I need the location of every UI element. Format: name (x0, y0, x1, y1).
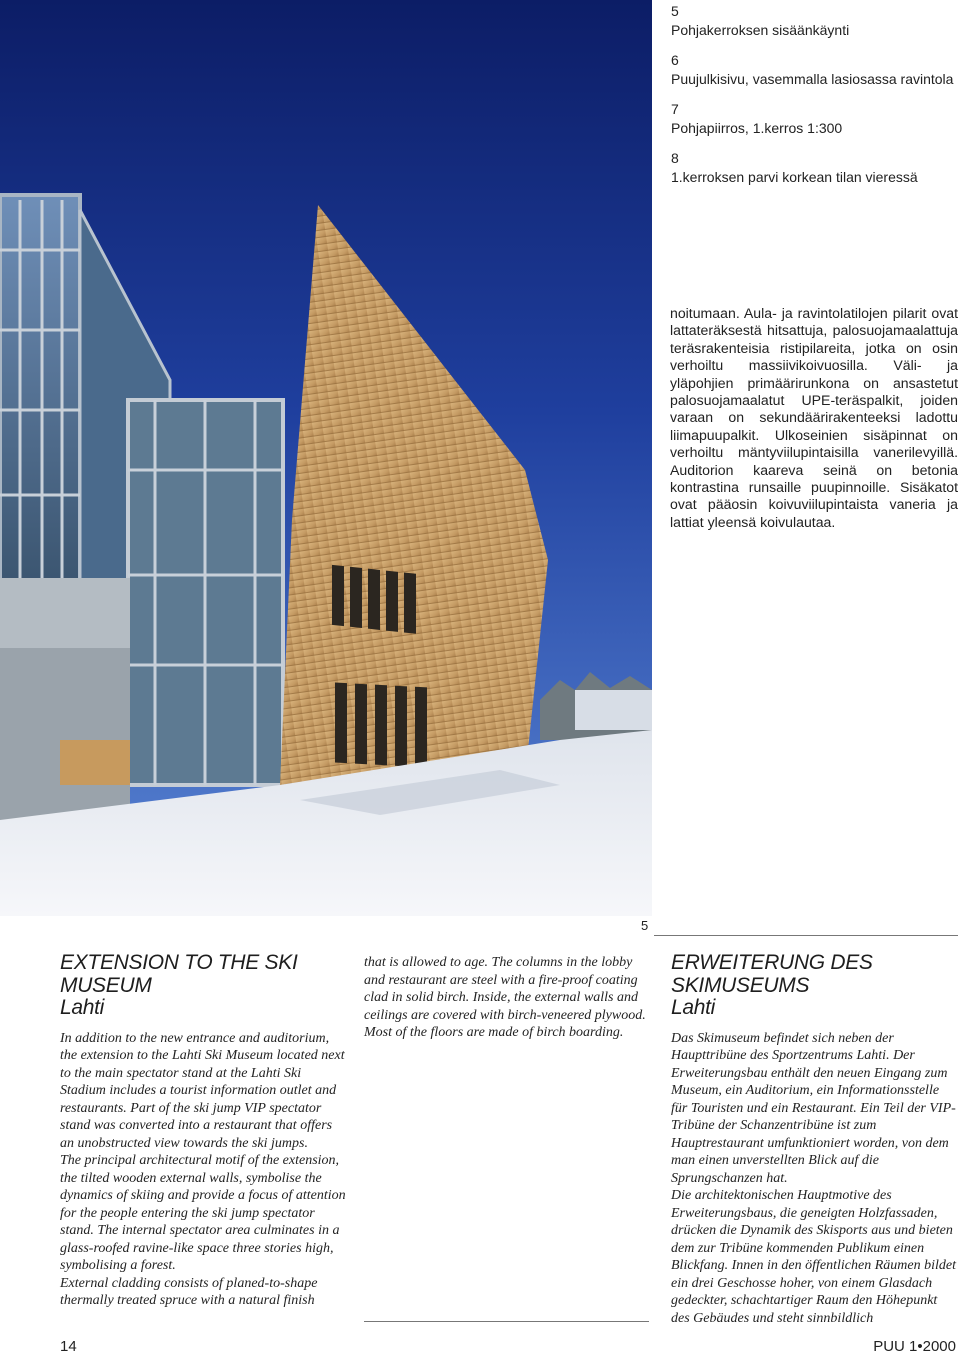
caption-8 (671, 149, 956, 187)
caption-text: Pohjapiirros, 1.kerros 1:300 (671, 120, 843, 136)
english-location: Lahti (60, 996, 105, 1019)
english-title-line2: MUSEUM (60, 973, 152, 997)
caption-number: 8 (671, 150, 679, 166)
caption-5 (671, 2, 956, 40)
photo-captions (671, 2, 956, 198)
caption-6 (671, 51, 956, 89)
english-column (60, 952, 348, 1310)
magazine-issue: PUU 1•2000 (873, 1338, 956, 1355)
caption-text: Pohjakerroksen sisäänkäynti (671, 22, 850, 38)
divider-line-bottom (364, 1321, 649, 1322)
english-title-line1: EXTENSION TO THE SKI (60, 951, 298, 974)
photo-number: 5 (641, 918, 649, 933)
german-paragraph-2: Die architektonischen Hauptmotive des Erweiterungsbaus, die geneigten Holzfassaden, drücken die Dynamik des Skisports aus und bieten dem zur Tribüne kommenden Publikum einen Blickfang. Innen in den öffentlichen Räumen bildet ein drei Geschosse hoher, von einem Glasdach gedeckter, schachtartiger Raum den Höhepunkt des Gebäudes und steht sinnbildlich (671, 1188, 956, 1326)
building-photo (0, 0, 652, 916)
english-heading (60, 952, 348, 1020)
caption-number: 5 (671, 3, 679, 19)
caption-text: 1.kerroksen parvi korkean tilan vieressä (671, 169, 918, 185)
page-number: 14 (60, 1338, 77, 1355)
german-paragraph-1: Das Skimuseum befindet sich neben der Haupttribüne des Sportzentrums Lahti. Der Erweiterungsbau enthält den neuen Eingang zum Museum, ein Auditorium, ein Informationsstelle für Touristen und ein Restaurant. Ein Teil der VIP-Tribüne der Schanzentribüne ist zum Hauptrestaurant umfunktioniert worden, von dem man einen unverstellten Blick auf die Sprungschanzen hat. (671, 1030, 956, 1186)
english-continuation-column (364, 954, 648, 1042)
english-paragraph-3: External cladding consists of planed-to-shape thermally treated spruce with a natural finish (60, 1275, 318, 1308)
caption-number: 7 (671, 101, 679, 117)
caption-number: 6 (671, 52, 679, 68)
distant-building (575, 690, 652, 730)
ski-museum-photo-illustration (0, 0, 652, 916)
german-heading (671, 952, 957, 1020)
glass-tower (0, 195, 80, 585)
english-paragraph-1: In addition to the new entrance and auditorium, the extension to the Lahti Ski Museum located next to the main spectator stand at the Lahti Ski Stadium includes a tourist information outlet and restaurants. Part of the ski jump VIP spectator stand was converted into a restaurant that offers an unobstructed view towards the ski jumps. (60, 1030, 345, 1151)
finnish-body-text: noitumaan. Aula- ja ravintolatilojen pilarit ovat lattateräksestä hitsattuja, palosuojamaalattuja teräsrakenteisia ristipilareita, jotka on osin verhoiltu massiivikoivuosilla. Väli- ja yläpohjien primäärirunkona on ansastetut palosuojamaalatut UPE-teräspalkit, joiden varaan on sekundäärirakenteeksi ladottu liimapuupalkit. Ulkoseinien sisäpinnat on verhoiltu mäntyviilupintaisilla vanerilevyillä. Auditorion kaareva seinä on betonia kontrastina runsaille puupinnoille. Sisäkatot ovat pääosin koivuviilupintaista vaneria ja lattiat yleensä koivulautaa. (670, 305, 958, 530)
german-column (671, 952, 957, 1327)
concrete-canopy (0, 578, 130, 648)
english-continuation: that is allowed to age. The columns in the lobby and restaurant are steel with a fire-proof coating clad in solid birch. Inside, the external walls and ceilings are covered with birch-veneered plywood. Most of the floors are made of birch boarding. (364, 955, 646, 1040)
german-title-line1: ERWEITERUNG DES (671, 951, 873, 974)
german-title-line2: SKIMUSEUMS (671, 973, 810, 997)
caption-7 (671, 100, 956, 138)
caption-text: Puujulkisivu, vasemmalla lasiosassa ravintola (671, 71, 954, 87)
english-paragraph-2: The principal architectural motif of the extension, the tilted wooden external walls, symbolise the dynamics of skiing and provide a focus of attention for the people entering the ski jump spectator stand. The internal spectator area culminates in a glass-roofed ravine-like space three stories high, symbolising a forest. (60, 1153, 346, 1273)
german-location: Lahti (671, 996, 716, 1019)
divider-line (654, 935, 958, 936)
wood-counter (60, 740, 130, 785)
